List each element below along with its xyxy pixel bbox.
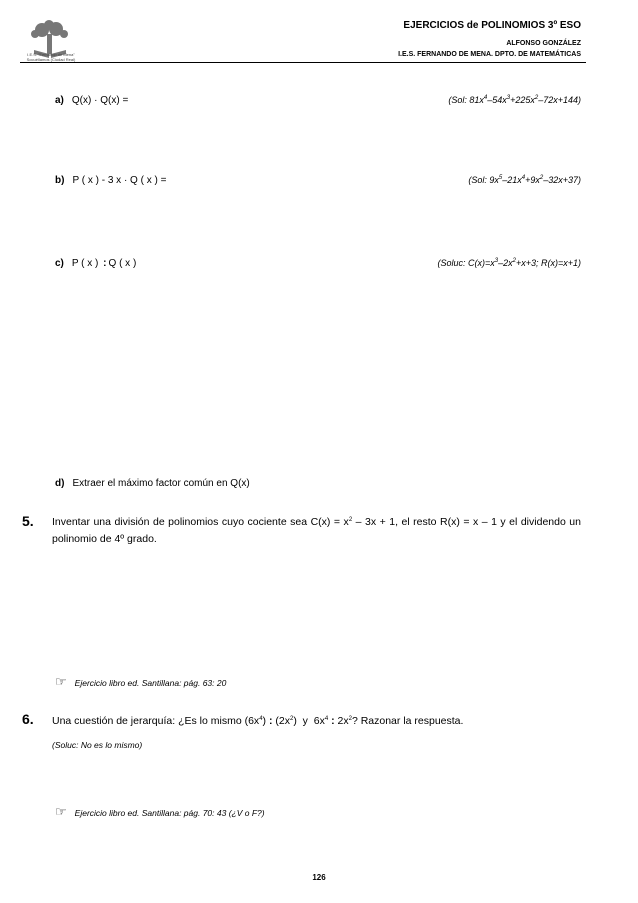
- sol-a-exp: 2: [534, 95, 539, 101]
- ex6-division-sign: :: [331, 715, 335, 727]
- item-c: [55, 258, 136, 269]
- logo-caption-line2: Socuéllamos (Ciudad Real): [26, 57, 76, 62]
- exercise-6-statement: [52, 713, 581, 730]
- exercise-5-number: 5.: [22, 513, 34, 529]
- sol-b-part: –32x+37): [543, 175, 581, 185]
- ex6-term: (2x: [275, 715, 290, 727]
- pointing-hand-icon: ☞: [55, 804, 67, 819]
- ex6-exp: 4: [324, 716, 329, 722]
- ex5-note-text: Ejercicio libro ed. Santillana: pág. 63: 20: [74, 678, 227, 688]
- ex6-exp: 4: [259, 716, 263, 722]
- sol-a-part: –54x: [487, 95, 507, 105]
- author-name: ALFONSO GONZÁLEZ: [506, 40, 581, 47]
- sol-a-part: (Sol: 81x: [448, 95, 484, 105]
- ex6-term: ): [262, 715, 267, 727]
- ex5-text-part: Inventar una división de polinomios cuyo cociente sea C(x) = x: [52, 516, 349, 528]
- sol-a-part: +225x: [510, 95, 535, 105]
- ex6-term: 2x: [337, 715, 349, 727]
- solution-c: [438, 258, 582, 268]
- sol-b-part: +9x: [525, 175, 540, 185]
- ex6-term: 6x: [313, 715, 325, 727]
- ex6-exp: 2: [348, 716, 352, 722]
- sol-b-part: (Sol: 9x: [468, 175, 499, 185]
- sol-a-exp: 3: [506, 95, 511, 101]
- ex6-exp: 2: [289, 716, 294, 722]
- ex6-conjunction: y: [296, 715, 314, 727]
- exercise-5-statement: [52, 514, 581, 548]
- exercise-6-book-reference: [55, 804, 265, 820]
- item-d-letter: d): [55, 478, 65, 489]
- department-name: I.E.S. FERNANDO DE MENA. DPTO. DE MATEMÁTICAS: [398, 51, 581, 58]
- item-a: [55, 95, 128, 106]
- logo-caption-line1: I.E.S. "Fernando de Mena": [27, 52, 75, 57]
- page-number: 126: [312, 873, 326, 882]
- sol-c-exp: 3: [494, 258, 499, 264]
- document-title: EJERCICIOS de POLINOMIOS 3º ESO: [403, 20, 581, 31]
- item-b: [55, 175, 166, 186]
- ex5-text-part: – 3x + 1, el resto R(x) = x – 1 y el dividendo un polinomio de 4º grado.: [52, 516, 581, 545]
- solution-b: [468, 175, 581, 185]
- exercise-5-book-reference: [55, 674, 226, 690]
- item-c-letter: c): [55, 258, 64, 269]
- item-d-text: Extraer el máximo factor común en Q(x): [72, 478, 250, 489]
- header-divider: [20, 62, 586, 63]
- ex6-text-part: Una cuestión de jerarquía: ¿Es lo mismo: [52, 715, 245, 727]
- sol-b-exp: 2: [539, 175, 544, 181]
- sol-b-exp: 5: [498, 175, 503, 181]
- exercise-6-solution: (Soluc: No es lo mismo): [52, 740, 143, 750]
- logo-caption: [20, 52, 82, 62]
- exercise-6-number: 6.: [22, 711, 34, 727]
- sol-c-part: –2x: [498, 258, 513, 268]
- sol-a-exp: 4: [483, 95, 488, 101]
- ex5-exponent: 2: [348, 517, 353, 523]
- pointing-hand-icon: ☞: [55, 674, 67, 689]
- solution-a: [448, 95, 581, 105]
- sol-c-part: (Soluc: C(x)=x: [437, 258, 495, 268]
- ex6-note-text: Ejercicio libro ed. Santillana: pág. 70: 43 (¿V o F?): [74, 808, 265, 818]
- sol-b-part: –21x: [502, 175, 522, 185]
- ex6-term: (6x: [244, 715, 260, 727]
- ex6-text-part: ? Razonar la respuesta.: [351, 715, 464, 727]
- item-c-dividend: P ( x ): [71, 258, 99, 269]
- ex6-term: ): [293, 715, 297, 727]
- ex6-division-sign: :: [268, 715, 273, 727]
- item-d: [55, 478, 250, 489]
- item-c-division-sign: :: [103, 258, 107, 269]
- sol-a-part: –72x+144): [538, 95, 581, 105]
- item-c-divisor: Q ( x ): [108, 258, 137, 269]
- sol-c-exp: 2: [512, 258, 516, 264]
- sol-b-exp: 4: [521, 175, 526, 181]
- item-a-expression: Q(x) · Q(x) =: [71, 95, 129, 106]
- item-a-letter: a): [55, 95, 64, 106]
- item-b-expression: P ( x ) - 3 x · Q ( x ) =: [72, 175, 167, 186]
- item-b-letter: b): [55, 175, 65, 186]
- sol-c-part: +x+3; R(x)=x+1): [515, 258, 581, 268]
